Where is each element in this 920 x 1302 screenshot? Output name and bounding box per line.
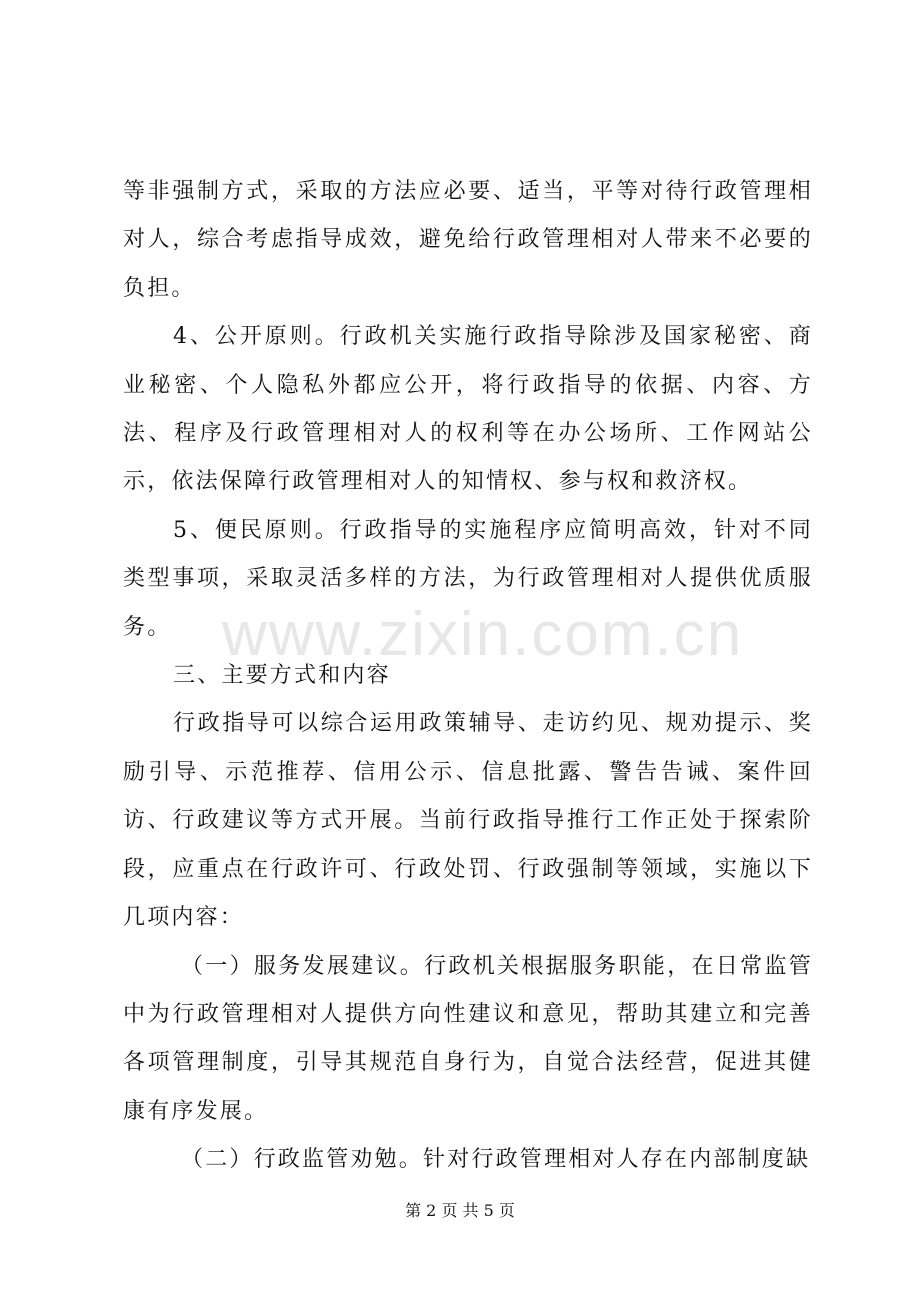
paragraph-convenience-principle: 5、便民原则。行政指导的实施程序应简明高效，针对不同类型事项，采取灵活多样的方法，为行政管理相对人提供优质服务。 <box>123 517 813 640</box>
paragraph-continuation: 等非强制方式，采取的方法应必要、适当，平等对待行政管理相对人，综合考虑指导成效，避免给行政管理相对人带来不必要的负担。 <box>123 179 813 301</box>
watermark: www.zixin.com.cn <box>222 600 744 669</box>
paragraph-supervision-advice: （二）行政监管劝勉。针对行政管理相对人存在内部制度缺 <box>181 1147 811 1173</box>
document-body <box>123 168 813 1185</box>
paragraph-service-development: （一）服务发展建议。行政机关根据服务职能，在日常监管中为行政管理相对人提供方向性建议和意见，帮助其建立和完善各项管理制度，引导其规范自身行为，自觉合法经营，促进其健康有序发展。 <box>123 953 813 1124</box>
page-footer: 第 2 页 共 5 页 <box>405 1201 515 1220</box>
paragraph-methods-content: 行政指导可以综合运用政策辅导、走访约见、规劝提示、奖励引导、示范推荐、信用公示、信息批露、警告告诫、案件回访、行政建议等方式开展。当前行政指导推行工作正处于探索阶段，应重点在行政许可、行政处罚、行政强制等领域，实施以下几项内容： <box>123 711 813 931</box>
section-heading: 三、主要方式和内容 <box>173 663 391 689</box>
paragraph-public-principle: 4、公开原则。行政机关实施行政指导除涉及国家秘密、商业秘密、个人隐私外都应公开，将行政指导的依据、内容、方法、程序及行政管理相对人的权利等在办公场所、工作网站公示，依法保障行政管理相对人的知情权、参与权和救济权。 <box>123 324 813 495</box>
